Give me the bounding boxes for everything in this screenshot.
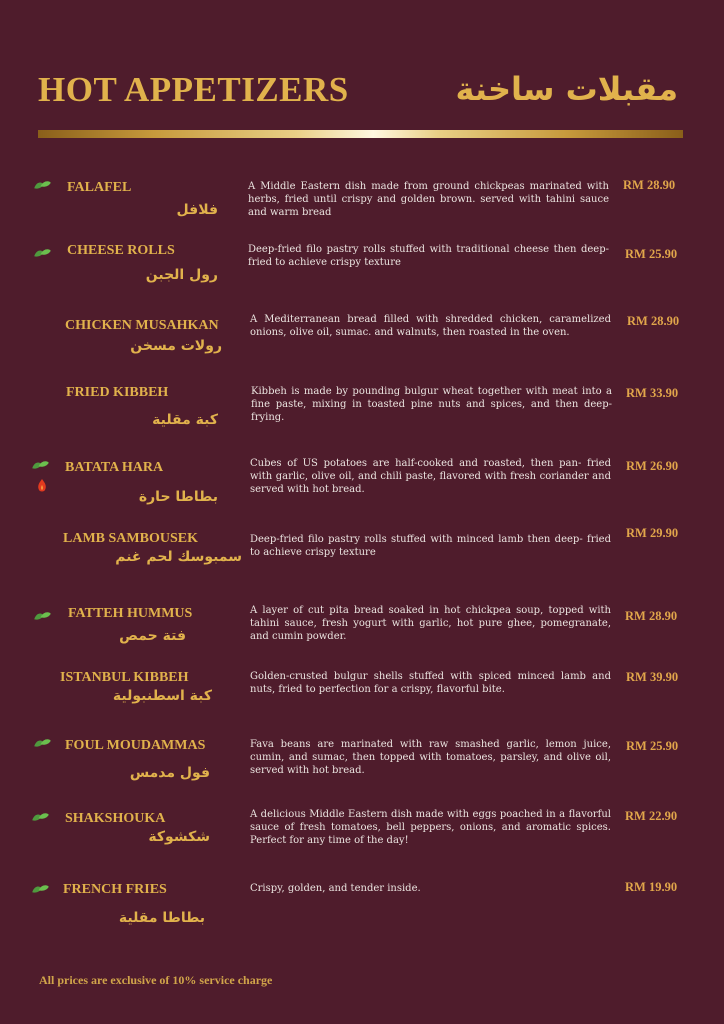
spicy-chili-icon — [37, 479, 47, 493]
item-description: Golden-crusted bulgur shells stuffed with spiced minced lamb and nuts, fried to perfection for a crispy, flavorful bite. — [250, 671, 611, 695]
vegetarian-leaf-icon — [33, 180, 52, 191]
item-price: RM 29.90 — [626, 526, 679, 540]
item-name-arabic: رول الجبن — [145, 267, 218, 283]
item-name: SHAKSHOUKA — [65, 811, 166, 826]
item-name: ISTANBUL KIBBEH — [60, 670, 189, 685]
item-name: FOUL MOUDAMMAS — [65, 738, 206, 753]
item-description: Crispy, golden, and tender inside. — [250, 883, 421, 894]
item-name-arabic: كبة اسطنبولية — [112, 688, 212, 704]
vegetarian-leaf-icon — [33, 738, 52, 749]
item-name: CHICKEN MUSAHKAN — [65, 318, 219, 333]
item-name: FATTEH HUMMUS — [68, 606, 193, 621]
item-description: Deep-fried filo pastry rolls stuffed with traditional cheese then deep-fried to achieve crispy texture — [248, 244, 609, 268]
item-price: RM 28.90 — [625, 609, 678, 623]
item-description: A Middle Eastern dish made from ground chickpeas marinated with herbs, fried until crispy and golden brown. served with tahini sauce and warm bread — [248, 181, 609, 218]
item-price: RM 33.90 — [626, 386, 679, 400]
vegetarian-leaf-icon — [33, 248, 52, 259]
item-price: RM 28.90 — [627, 314, 680, 328]
item-name: FALAFEL — [67, 180, 132, 195]
item-name: CHEESE ROLLS — [67, 243, 175, 258]
item-name-arabic: كبة مقلية — [152, 412, 218, 428]
item-description: A layer of cut pita bread soaked in hot chickpea soup, topped with tahini sauce, fresh yogurt with garlic, hot pure ghee, pomegranate, and cumin powder. — [250, 605, 611, 642]
vegetarian-leaf-icon — [31, 812, 50, 823]
item-name-arabic: رولات مسخن — [130, 338, 222, 354]
item-description: A Mediterranean bread filled with shredded chicken, caramelized onions, olive oil, sumac. and walnuts, then roasted in the oven. — [250, 314, 611, 338]
item-price: RM 22.90 — [625, 809, 678, 823]
gold-divider — [38, 130, 683, 138]
item-name-arabic: بطاطا مقلية — [118, 910, 205, 926]
item-description: Kibbeh is made by pounding bulgur wheat together with meat into a fine paste, mixing in toasted pine nuts and spices, and then deep- frying. — [251, 386, 612, 423]
item-price: RM 25.90 — [625, 247, 678, 261]
item-name-arabic: فول مدمس — [129, 765, 210, 781]
item-price: RM 39.90 — [626, 670, 679, 684]
item-price: RM 19.90 — [625, 880, 678, 894]
vegetarian-leaf-icon — [31, 884, 50, 895]
item-name-arabic: فتة حمص — [119, 628, 186, 644]
page-title-arabic: مقبلات ساخنة — [455, 70, 678, 108]
service-charge-note: All prices are exclusive of 10% service charge — [39, 973, 273, 987]
item-price: RM 25.90 — [626, 739, 679, 753]
page-title: HOT APPETIZERS — [38, 70, 349, 109]
item-description: Cubes of US potatoes are half-cooked and roasted, then pan- fried with garlic, olive oil, and chili paste, flavored with fresh coriander and served with hot bread. — [250, 458, 611, 495]
item-name-arabic: بطاطا حارة — [138, 489, 218, 505]
item-name: FRIED KIBBEH — [66, 385, 169, 400]
vegetarian-leaf-icon — [31, 460, 50, 471]
item-price: RM 26.90 — [626, 459, 679, 473]
vegetarian-leaf-icon — [33, 611, 52, 622]
item-name-arabic: سمبوسك لحم غنم — [115, 549, 242, 565]
item-name-arabic: شكشوكة — [148, 829, 210, 845]
item-description: A delicious Middle Eastern dish made with eggs poached in a flavorful sauce of fresh tomatoes, bell peppers, onions, and aromatic spices. Perfect for any time of the day! — [250, 809, 611, 846]
item-description: Deep-fried filo pastry rolls stuffed with minced lamb then deep- fried to achieve crispy texture — [250, 534, 611, 558]
item-name: BATATA HARA — [65, 460, 164, 475]
item-name: FRENCH FRIES — [63, 882, 167, 897]
item-name: LAMB SAMBOUSEK — [63, 531, 198, 546]
item-name-arabic: فلافل — [176, 202, 218, 218]
item-description: Fava beans are marinated with raw smashed garlic, lemon juice, cumin, and sumac, then topped with tomatoes, parsley, and olive oil, served with hot bread. — [250, 739, 611, 776]
item-price: RM 28.90 — [623, 178, 676, 192]
